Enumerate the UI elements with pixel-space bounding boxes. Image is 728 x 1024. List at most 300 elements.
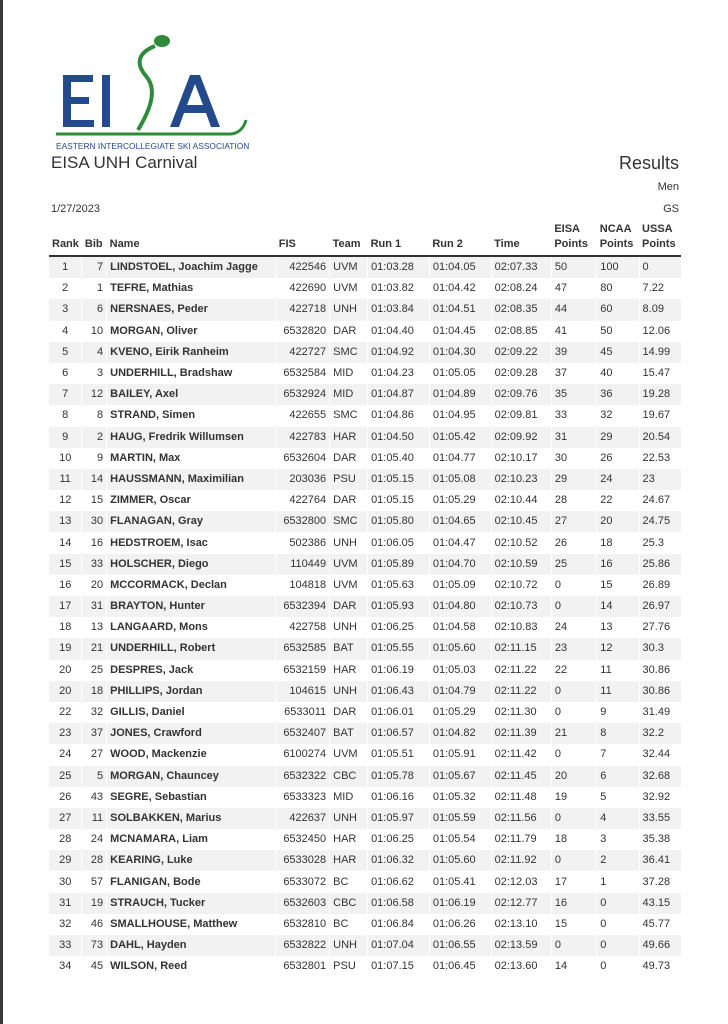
rank-cell: 31 [49,893,82,914]
rank-cell: 15 [49,554,82,575]
athlete-name-cell: UNDERHILL, Robert [107,638,276,659]
col-header-rank: Rank [49,222,82,256]
total-time-cell: 02:10.45 [491,511,551,532]
rank-cell: 20 [59,663,72,676]
bib-cell: 6 [82,299,107,320]
run2-time-cell: 01:05.03 [429,660,491,681]
bib-cell: 12 [82,384,107,405]
athlete-name-cell: MORGAN, Oliver [107,321,276,342]
eisa-points-cell: 19 [551,787,596,808]
bib-cell: 11 [82,808,107,829]
eisa-points-cell: 23 [551,638,596,659]
fis-code-cell: 422718 [276,299,330,320]
ussa-points-cell: 22.53 [639,448,681,469]
rank-cell: 13 [49,511,82,532]
ussa-points-cell: 49.66 [639,935,681,956]
run1-time-cell: 01:05.55 [368,638,430,659]
fis-code-cell: 422655 [276,405,330,426]
fis-code-cell: 104818 [276,575,330,596]
eisa-points-cell: 27 [551,511,596,532]
table-row [49,893,681,914]
athlete-name-cell: LANGAARD, Mons [107,617,276,638]
fis-code-cell: 6532810 [276,914,330,935]
fis-code-cell: 6532159 [276,660,330,681]
table-row [49,554,681,575]
ncaa-points-cell: 9 [597,702,639,723]
rank-cell: 20 [49,681,82,702]
table-row [49,956,681,977]
table-row [49,427,681,448]
run1-time-cell: 01:05.15 [368,469,430,490]
logo-letter-a [170,75,220,127]
fis-code-cell: 6532450 [276,829,330,850]
rank-cell: 11 [49,469,82,490]
bib-cell: 5 [82,766,107,787]
rank-cell: 2 [62,282,69,295]
eisa-points-cell: 50 [551,256,596,278]
ussa-points-cell: 37.28 [639,871,681,892]
bib-cell: 43 [82,787,107,808]
total-time-cell: 02:10.17 [491,448,551,469]
col-header-team: Team [330,222,368,256]
team-cell: MID [330,384,368,405]
col-header-ncaa-line1: NCAA [599,223,632,235]
run1-time-cell: 01:05.40 [368,448,430,469]
run2-time-cell: 01:04.51 [429,299,491,320]
fis-code-cell: 104615 [276,681,330,702]
ussa-points-cell: 32.92 [639,787,681,808]
bib-cell: 4 [82,342,107,363]
ncaa-points-cell: 12 [597,638,639,659]
ussa-points-cell: 45.77 [639,914,681,935]
bib-cell: 19 [82,893,107,914]
team-cell: SMC [330,511,368,532]
run1-time-cell: 01:04.86 [368,405,430,426]
bib-cell: 14 [82,469,107,490]
ncaa-points-cell: 18 [597,532,639,553]
team-cell: CBC [330,893,368,914]
run2-time-cell: 01:06.45 [429,956,491,977]
ncaa-points-cell: 32 [597,405,639,426]
total-time-cell: 02:11.79 [491,829,551,850]
run1-time-cell: 01:06.25 [368,617,430,638]
team-cell: HAR [330,829,368,850]
run2-time-cell: 01:05.54 [429,829,491,850]
table-row [49,490,681,511]
col-header-fis: FIS [276,222,330,256]
ncaa-points-cell: 13 [597,617,639,638]
athlete-name-cell: DAHL, Hayden [107,935,276,956]
ncaa-points-cell: 0 [597,914,639,935]
table-row [49,787,681,808]
athlete-name-cell: HEDSTROEM, Isac [107,532,276,553]
team-cell: UNH [330,935,368,956]
total-time-cell: 02:09.81 [491,405,551,426]
athlete-name-cell: MCCORMACK, Declan [107,575,276,596]
table-row [49,342,681,363]
total-time-cell: 02:13.60 [491,956,551,977]
total-time-cell: 02:11.92 [491,850,551,871]
rank-cell: 1 [49,256,82,278]
fis-code-cell: 422727 [276,342,330,363]
team-cell: HAR [330,427,368,448]
logo-skier-body [138,46,155,130]
table-row [49,278,681,299]
total-time-cell: 02:11.30 [491,702,551,723]
bib-cell: 10 [82,321,107,342]
run1-time-cell: 01:03.84 [368,299,430,320]
rank-cell: 23 [49,723,82,744]
run2-time-cell: 01:05.29 [429,702,491,723]
table-row [49,850,681,871]
table-row [49,808,681,829]
run1-time-cell: 01:04.40 [368,321,430,342]
bib-cell: 27 [82,744,107,765]
team-cell: SMC [330,342,368,363]
run1-time-cell: 01:06.32 [368,850,430,871]
team-cell: DAR [330,448,368,469]
table-row [49,638,681,659]
table-row [49,363,681,384]
run1-time-cell: 01:05.15 [368,490,430,511]
bib-cell: 33 [82,554,107,575]
eisa-points-cell: 0 [551,681,596,702]
ussa-points-cell: 24.75 [639,511,681,532]
table-row [49,299,681,320]
team-cell: DAR [330,490,368,511]
team-cell: DAR [330,596,368,617]
eisa-points-cell: 37 [551,363,596,384]
team-cell: HAR [330,850,368,871]
eisa-points-cell: 39 [551,342,596,363]
athlete-name-cell: SMALLHOUSE, Matthew [107,914,276,935]
eisa-points-cell: 28 [551,490,596,511]
ussa-points-cell: 32.44 [639,744,681,765]
run1-time-cell: 01:07.15 [368,956,430,977]
run2-time-cell: 01:04.89 [429,384,491,405]
bib-cell: 3 [82,363,107,384]
ussa-points-cell: 32.2 [639,723,681,744]
athlete-name-cell: SEGRE, Sebastian [107,787,276,808]
col-header-ncaa-points [597,222,639,256]
col-header-eisa-line1: EISA [554,223,581,235]
athlete-name-cell: FLANIGAN, Bode [107,871,276,892]
run2-time-cell: 01:05.08 [429,469,491,490]
athlete-name-cell: MCNAMARA, Liam [107,829,276,850]
ussa-points-cell: 30.3 [639,638,681,659]
bib-cell: 73 [82,935,107,956]
rank-cell: 4 [62,324,69,337]
fis-code-cell: 6532407 [276,723,330,744]
run2-time-cell: 01:05.60 [429,850,491,871]
ncaa-points-cell: 0 [597,956,639,977]
ncaa-points-cell: 50 [597,321,639,342]
team-cell: BC [330,914,368,935]
fis-code-cell: 6532801 [276,956,330,977]
bib-cell: 20 [82,575,107,596]
run2-time-cell: 01:05.91 [429,744,491,765]
run2-time-cell: 01:05.29 [429,490,491,511]
total-time-cell: 02:12.03 [491,871,551,892]
col-header-eisa-points [551,222,596,256]
run2-time-cell: 01:04.79 [429,681,491,702]
run2-time-cell: 01:04.95 [429,405,491,426]
table-row [49,321,681,342]
total-time-cell: 02:09.28 [491,363,551,384]
bib-cell: 31 [82,596,107,617]
total-time-cell: 02:12.77 [491,893,551,914]
run2-time-cell: 01:04.45 [429,321,491,342]
total-time-cell: 02:10.72 [491,575,551,596]
total-time-cell: 02:09.92 [491,427,551,448]
athlete-name-cell: JONES, Crawford [107,723,276,744]
run2-time-cell: 01:04.82 [429,723,491,744]
ncaa-points-cell: 7 [597,744,639,765]
ussa-points-cell: 43.15 [639,893,681,914]
athlete-name-cell: KEARING, Luke [107,850,276,871]
ncaa-points-cell: 26 [597,448,639,469]
run1-time-cell: 01:04.50 [368,427,430,448]
eisa-points-cell: 20 [551,766,596,787]
ussa-points-cell: 32.68 [639,766,681,787]
eisa-points-cell: 15 [551,914,596,935]
fis-code-cell: 203036 [276,469,330,490]
run1-time-cell: 01:06.58 [368,893,430,914]
run2-time-cell: 01:06.55 [429,935,491,956]
eisa-points-cell: 17 [551,871,596,892]
table-header-row [49,222,681,256]
table-row [49,384,681,405]
eisa-points-cell: 31 [551,427,596,448]
fis-code-cell: 6532584 [276,363,330,384]
gender-label: Men [657,181,679,193]
athlete-name-cell: MARTIN, Max [107,448,276,469]
ussa-points-cell: 8.09 [639,299,681,320]
rank-cell: 14 [59,536,72,549]
rank-cell: 28 [59,833,72,846]
fis-code-cell: 110449 [276,554,330,575]
run1-time-cell: 01:05.78 [368,766,430,787]
run2-time-cell: 01:05.09 [429,575,491,596]
ussa-points-cell: 30.86 [639,660,681,681]
bib-cell: 25 [82,660,107,681]
eisa-points-cell: 14 [551,956,596,977]
team-cell: BAT [330,638,368,659]
eisa-logo [52,30,252,152]
fis-code-cell: 6532820 [276,321,330,342]
run1-time-cell: 01:05.51 [368,744,430,765]
run1-time-cell: 01:07.04 [368,935,430,956]
ncaa-points-cell: 100 [597,256,639,278]
ussa-points-cell: 24.67 [639,490,681,511]
page-frame-edge [0,0,3,1024]
team-cell: UVM [330,744,368,765]
ncaa-points-cell: 36 [597,384,639,405]
run2-time-cell: 01:04.77 [429,448,491,469]
team-cell: UVM [330,278,368,299]
table-row [49,829,681,850]
fis-code-cell: 6532603 [276,893,330,914]
rank-cell: 27 [49,808,82,829]
run2-time-cell: 01:04.80 [429,596,491,617]
fis-code-cell: 6533323 [276,787,330,808]
run1-time-cell: 01:05.89 [368,554,430,575]
eisa-points-cell: 18 [551,829,596,850]
table-row [49,511,681,532]
team-cell: UNH [330,617,368,638]
rank-cell: 8 [62,409,69,422]
team-cell: UVM [330,575,368,596]
athlete-name-cell: DESPRES, Jack [107,660,276,681]
col-header-bib: Bib [82,222,107,256]
total-time-cell: 02:07.33 [491,256,551,278]
run1-time-cell: 01:06.05 [368,532,430,553]
ussa-points-cell: 30.86 [639,681,681,702]
results-table [49,222,681,977]
col-header-name: Name [107,222,276,256]
athlete-name-cell: STRAUCH, Tucker [107,893,276,914]
rank-cell: 6 [62,367,69,380]
fis-code-cell: 422546 [276,256,330,278]
ussa-points-cell: 49.73 [639,956,681,977]
run1-time-cell: 01:06.19 [368,660,430,681]
athlete-name-cell: GILLIS, Daniel [107,702,276,723]
run1-time-cell: 01:03.82 [368,278,430,299]
table-row [49,469,681,490]
run1-time-cell: 01:03.28 [368,256,430,278]
total-time-cell: 02:10.52 [491,532,551,553]
ncaa-points-cell: 14 [597,596,639,617]
bib-cell: 13 [82,617,107,638]
bib-cell: 28 [82,850,107,871]
race-date: 1/27/2023 [51,203,100,215]
run1-time-cell: 01:05.63 [368,575,430,596]
rank-cell: 29 [49,850,82,871]
fis-code-cell: 6532394 [276,596,330,617]
ussa-points-cell: 31.49 [639,702,681,723]
fis-code-cell: 6532924 [276,384,330,405]
ussa-points-cell: 25.3 [639,532,681,553]
col-header-run2: Run 2 [429,222,491,256]
ncaa-points-cell: 11 [597,660,639,681]
bib-cell: 32 [82,702,107,723]
run1-time-cell: 01:05.93 [368,596,430,617]
athlete-name-cell: LINDSTOEL, Joachim Jagge [107,256,276,278]
bib-cell: 1 [82,278,107,299]
run1-time-cell: 01:06.43 [368,681,430,702]
logo-subtitle: EASTERN INTERCOLLEGIATE SKI ASSOCIATION [56,141,250,151]
bib-cell: 57 [82,871,107,892]
rank-cell: 3 [49,299,82,320]
col-header-ussa-line2: Points [642,238,676,250]
eisa-points-cell: 44 [551,299,596,320]
eisa-points-cell: 24 [551,617,596,638]
col-header-ncaa-line2: Points [599,238,634,250]
athlete-name-cell: BAILEY, Axel [107,384,276,405]
athlete-name-cell: NERSNAES, Peder [107,299,276,320]
athlete-name-cell: HAUSSMANN, Maximilian [107,469,276,490]
eisa-points-cell: 41 [551,321,596,342]
team-cell: UNH [330,681,368,702]
run2-time-cell: 01:05.41 [429,871,491,892]
table-row [49,575,681,596]
ncaa-points-cell: 16 [597,554,639,575]
table-row [49,256,681,278]
run1-time-cell: 01:06.16 [368,787,430,808]
fis-code-cell: 6532585 [276,638,330,659]
table-row [49,660,681,681]
document-title: Results [618,153,679,173]
rank-cell: 7 [49,384,82,405]
fis-code-cell: 6532604 [276,448,330,469]
ncaa-points-cell: 20 [597,511,639,532]
run2-time-cell: 01:04.47 [429,532,491,553]
bib-cell: 15 [82,490,107,511]
total-time-cell: 02:10.83 [491,617,551,638]
athlete-name-cell: WILSON, Reed [107,956,276,977]
table-row [49,448,681,469]
table-row [49,405,681,426]
athlete-name-cell: HOLSCHER, Diego [107,554,276,575]
total-time-cell: 02:11.22 [491,681,551,702]
discipline-label: GS [663,203,679,215]
bib-cell: 37 [82,723,107,744]
team-cell: DAR [330,702,368,723]
team-cell: MID [330,787,368,808]
table-row [49,935,681,956]
eisa-points-cell: 0 [551,935,596,956]
total-time-cell: 02:09.22 [491,342,551,363]
rank-cell: 9 [49,427,82,448]
athlete-name-cell: FLANAGAN, Gray [107,511,276,532]
bib-cell: 24 [82,829,107,850]
total-time-cell: 02:10.23 [491,469,551,490]
team-cell: UVM [330,256,368,278]
eisa-points-cell: 35 [551,384,596,405]
run1-time-cell: 01:06.57 [368,723,430,744]
rank-cell: 26 [59,790,72,803]
ussa-points-cell: 19.28 [639,384,681,405]
team-cell: PSU [330,956,368,977]
run1-time-cell: 01:04.92 [368,342,430,363]
table-row [49,914,681,935]
run1-time-cell: 01:06.62 [368,871,430,892]
team-cell: BAT [330,723,368,744]
total-time-cell: 02:08.24 [491,278,551,299]
bib-cell: 8 [82,405,107,426]
total-time-cell: 02:13.10 [491,914,551,935]
total-time-cell: 02:11.42 [491,744,551,765]
bib-cell: 46 [82,914,107,935]
fis-code-cell: 6533011 [276,702,330,723]
fis-code-cell: 6532800 [276,511,330,532]
bib-cell: 45 [82,956,107,977]
ussa-points-cell: 26.97 [639,596,681,617]
ncaa-points-cell: 29 [597,427,639,448]
fis-code-cell: 6532322 [276,766,330,787]
rank-cell: 24 [59,748,72,761]
total-time-cell: 02:08.35 [491,299,551,320]
run1-time-cell: 01:05.80 [368,511,430,532]
rank-cell: 22 [59,706,72,719]
athlete-name-cell: STRAND, Simen [107,405,276,426]
bib-cell: 9 [82,448,107,469]
bib-cell: 7 [82,256,107,278]
rank-cell: 32 [59,917,72,930]
ussa-points-cell: 36.41 [639,850,681,871]
total-time-cell: 02:10.73 [491,596,551,617]
run2-time-cell: 01:04.65 [429,511,491,532]
